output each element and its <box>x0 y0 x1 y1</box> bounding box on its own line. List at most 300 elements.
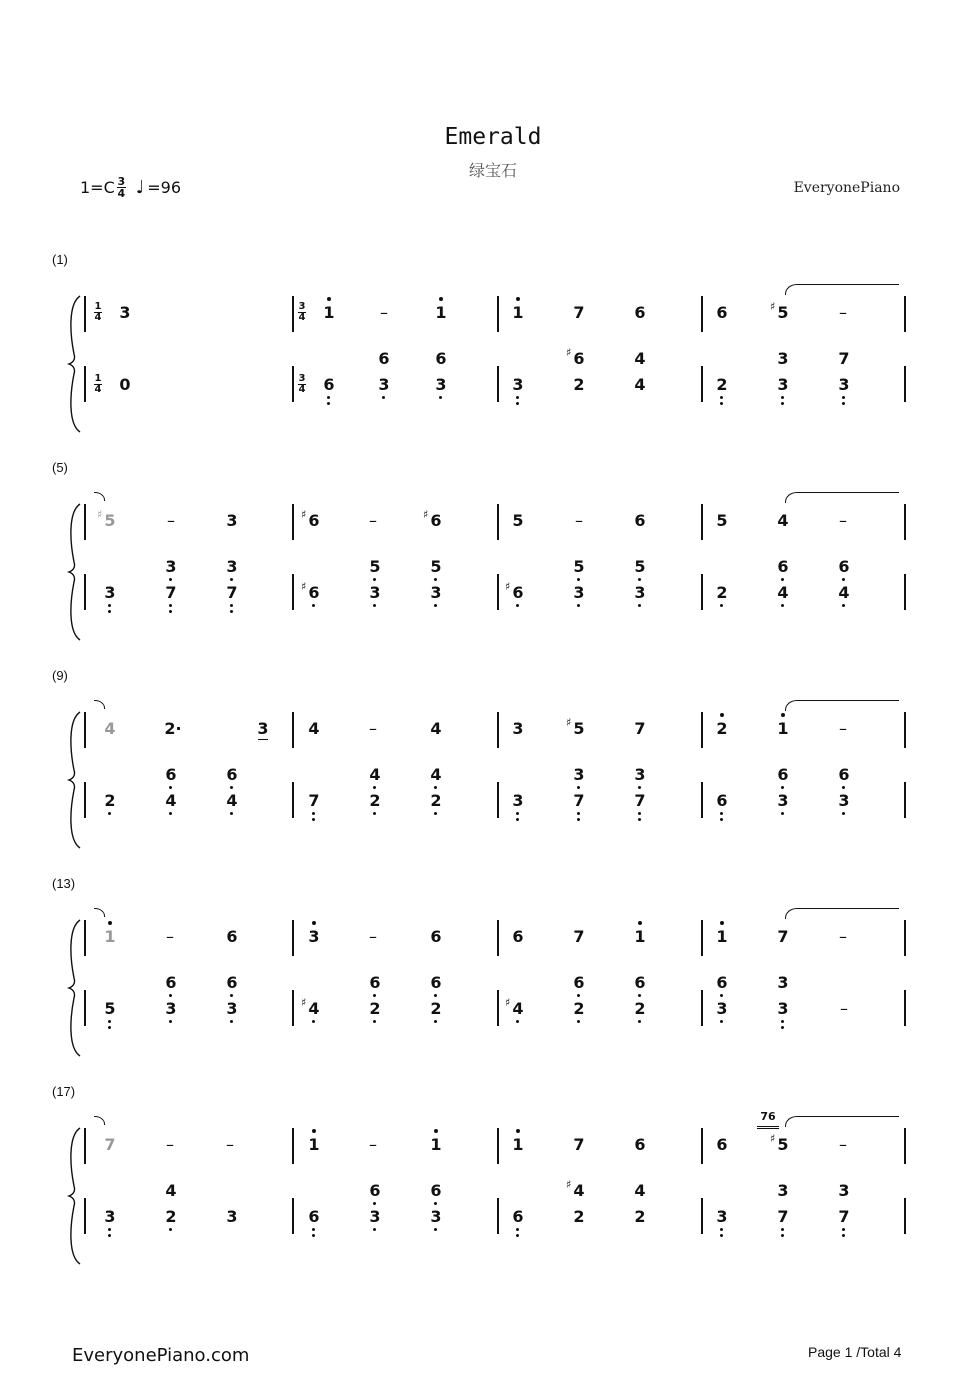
octave-down-dot <box>434 578 437 581</box>
rh-note: 6 ♯ <box>301 508 320 530</box>
tie <box>785 700 899 711</box>
brace-icon <box>66 918 84 1058</box>
barline <box>701 1198 703 1234</box>
lh-note: 2 <box>573 375 585 394</box>
lh-note: 2 <box>99 792 121 810</box>
octave-down-dot <box>373 1228 376 1231</box>
rh-note: 4 <box>308 719 320 738</box>
tie-end <box>94 908 105 917</box>
barline <box>701 574 703 610</box>
barline <box>84 574 86 610</box>
lh-note: 4 <box>833 584 855 602</box>
barline <box>701 366 703 402</box>
tempo-value: =96 <box>147 178 182 197</box>
rh-note: 6 <box>716 1135 728 1154</box>
lh-note: 2 <box>425 792 447 810</box>
lh-note: 3 <box>373 376 395 394</box>
octave-down-dot <box>169 812 172 815</box>
octave-down-dot <box>230 578 233 581</box>
lh-note: 3 <box>160 558 182 576</box>
lh-note: 4 <box>634 375 646 394</box>
octave-down-dot <box>781 604 784 607</box>
octave-up-dot <box>327 297 331 301</box>
rh-note: 7 <box>573 303 585 322</box>
lh-note: 3 <box>507 376 529 394</box>
octave-down-dot <box>373 1020 376 1023</box>
rh-note: 5 <box>512 511 524 530</box>
octave-down-dot <box>577 578 580 581</box>
barline <box>84 1128 86 1164</box>
lh-note: 3 <box>777 1181 789 1200</box>
barline <box>292 1128 294 1164</box>
barline <box>292 296 294 332</box>
lh-note: 6 <box>221 974 243 992</box>
octave-down-dot <box>373 1202 376 1205</box>
brace-icon <box>66 710 84 850</box>
lh-note: 4 <box>634 349 646 368</box>
octave-down-dot <box>108 610 111 613</box>
rh-note: 1 <box>318 304 340 322</box>
octave-down-dot <box>169 1228 172 1231</box>
rh-note: 5 ♯ <box>566 716 585 738</box>
octave-down-dot <box>434 1020 437 1023</box>
octave-down-dot <box>327 402 330 405</box>
octave-down-dot <box>842 1234 845 1237</box>
barline <box>84 366 86 402</box>
octave-down-dot <box>638 786 641 789</box>
octave-down-dot <box>720 812 723 815</box>
lh-note: 2 <box>573 1207 585 1226</box>
lh-note: 3 <box>711 1000 733 1018</box>
octave-up-dot <box>720 713 724 717</box>
lh-note: 3 <box>99 1208 121 1226</box>
sustain-dash: – <box>166 1135 174 1154</box>
octave-down-dot <box>577 812 580 815</box>
sustain-dash: – <box>839 719 847 738</box>
sustain-dash: – <box>840 999 848 1018</box>
sustain-dash: – <box>839 927 847 946</box>
octave-down-dot <box>842 396 845 399</box>
octave-down-dot <box>312 1020 315 1023</box>
rh-note: 1 <box>303 1136 325 1154</box>
time-signature: 1 4 <box>94 301 102 323</box>
rh-note: 6 <box>634 1135 646 1154</box>
octave-up-dot <box>638 921 642 925</box>
rh-note: 6 <box>634 511 646 530</box>
lh-note: 6 <box>221 766 243 784</box>
lh-note: 3 <box>568 766 590 784</box>
barline <box>497 366 499 402</box>
rh-note: 1 <box>629 928 651 946</box>
rh-note: 4 <box>777 511 789 530</box>
sustain-dash: – <box>839 1135 847 1154</box>
lh-note: 4 <box>772 584 794 602</box>
barline <box>84 296 86 332</box>
sharp-icon: ♯ <box>566 716 572 729</box>
octave-up-dot <box>108 921 112 925</box>
barline <box>292 1198 294 1234</box>
octave-up-dot <box>781 713 785 717</box>
lh-note: 3 <box>833 792 855 810</box>
sharp-icon: ♯ <box>505 996 511 1009</box>
time-signature: 3 4 <box>298 301 306 323</box>
barline <box>292 574 294 610</box>
octave-down-dot <box>638 818 641 821</box>
lh-note: 4 <box>364 766 386 784</box>
octave-up-dot <box>516 297 520 301</box>
octave-down-dot <box>327 396 330 399</box>
octave-down-dot <box>781 396 784 399</box>
lh-note: 6 ♯ <box>303 584 325 602</box>
lh-note: 6 <box>160 974 182 992</box>
octave-down-dot <box>638 994 641 997</box>
rh-note: 1 <box>711 928 733 946</box>
time-signature: 1 4 <box>94 373 102 395</box>
tie <box>785 284 899 295</box>
octave-down-dot <box>781 1026 784 1029</box>
barline <box>904 574 906 610</box>
octave-down-dot <box>720 402 723 405</box>
octave-up-dot <box>720 921 724 925</box>
rh-note: 6 <box>634 303 646 322</box>
rh-note: 1 <box>507 1136 529 1154</box>
lh-note: 3 <box>777 973 789 992</box>
lh-note: 6 <box>568 974 590 992</box>
sustain-dash: – <box>369 511 377 530</box>
lh-note: 4 <box>221 792 243 810</box>
lh-note: 5 <box>568 558 590 576</box>
measure-number: (13) <box>52 876 76 891</box>
rh-note: 3 <box>119 303 131 322</box>
sharp-icon: ♯ <box>423 508 429 521</box>
octave-down-dot <box>781 1234 784 1237</box>
measure-number: (9) <box>52 668 68 683</box>
score-subtitle: 绿宝石 <box>468 161 517 180</box>
barline <box>84 1198 86 1234</box>
lh-note: 6 <box>772 766 794 784</box>
rh-note: 6 ♯ <box>423 508 442 530</box>
octave-up-dot <box>312 1129 316 1133</box>
barline <box>701 990 703 1026</box>
barline <box>701 920 703 956</box>
barline <box>84 712 86 748</box>
rh-note: 7 <box>777 927 789 946</box>
octave-down-dot <box>577 604 580 607</box>
lh-note: 3 <box>838 1181 850 1200</box>
barline <box>292 504 294 540</box>
octave-down-dot <box>842 604 845 607</box>
rh-note: 6 <box>226 927 238 946</box>
sustain-dash: – <box>369 1135 377 1154</box>
octave-down-dot <box>373 812 376 815</box>
lh-note: 4 <box>165 1181 177 1200</box>
lh-note: 3 <box>430 376 452 394</box>
octave-down-dot <box>230 604 233 607</box>
barline <box>497 504 499 540</box>
barline <box>84 782 86 818</box>
lh-note: 3 <box>425 1208 447 1226</box>
rh-note: 3 <box>512 719 524 738</box>
lh-note: 3 <box>629 766 651 784</box>
barline <box>84 504 86 540</box>
measure-number: (5) <box>52 460 68 475</box>
lh-note: 7 <box>303 792 325 810</box>
lh-note: 3 <box>833 376 855 394</box>
octave-up-dot <box>516 1129 520 1133</box>
barline <box>292 366 294 402</box>
lh-note: 3 <box>425 584 447 602</box>
octave-down-dot <box>516 396 519 399</box>
sustain-dash: – <box>167 511 175 530</box>
barline <box>497 782 499 818</box>
octave-down-dot <box>373 578 376 581</box>
lh-note: 6 <box>772 558 794 576</box>
barline <box>84 920 86 956</box>
lh-note: 0 <box>119 375 131 394</box>
sharp-icon: ♯ <box>505 580 511 593</box>
rh-note: 2 <box>711 720 733 738</box>
octave-down-dot <box>373 994 376 997</box>
octave-down-dot <box>434 604 437 607</box>
barline <box>701 782 703 818</box>
sustain-dash: – <box>166 927 174 946</box>
barline <box>497 1198 499 1234</box>
lh-note: 7 <box>772 1208 794 1226</box>
rh-note: 6 <box>512 927 524 946</box>
lh-note: 3 <box>99 584 121 602</box>
octave-down-dot <box>169 604 172 607</box>
lh-note: 6 <box>435 349 447 368</box>
barline <box>292 712 294 748</box>
lh-note: 6 <box>303 1208 325 1226</box>
rh-note: 5 ♯ <box>770 1132 789 1154</box>
rh-note: 7 <box>573 927 585 946</box>
barline <box>904 1128 906 1164</box>
octave-down-dot <box>842 402 845 405</box>
lh-note: 3 <box>226 1207 238 1226</box>
lh-note: 6 <box>425 974 447 992</box>
rh-note: 4 <box>104 719 116 738</box>
octave-down-dot <box>230 812 233 815</box>
lh-note: 7 <box>160 584 182 602</box>
score-title: Emerald <box>444 124 542 150</box>
rh-note: 3 <box>226 511 238 530</box>
octave-down-dot <box>638 812 641 815</box>
octave-down-dot <box>577 994 580 997</box>
brand-label: EveryonePiano <box>793 180 900 196</box>
brace-icon <box>66 294 84 434</box>
octave-down-dot <box>577 786 580 789</box>
barline <box>497 574 499 610</box>
lh-note: 3 <box>711 1208 733 1226</box>
rh-note: 1 <box>507 304 529 322</box>
lh-note: 2 <box>364 792 386 810</box>
barline <box>497 712 499 748</box>
time-signature: $\frac{3}{4}$ <box>117 175 126 200</box>
sharp-icon: ♯ <box>301 580 307 593</box>
lh-note: 3 <box>364 584 386 602</box>
octave-down-dot <box>781 578 784 581</box>
lh-note: 4 ♯ <box>507 1000 529 1018</box>
rh-note: 6 <box>430 927 442 946</box>
sustain-dash: – <box>369 719 377 738</box>
octave-down-dot <box>638 578 641 581</box>
octave-down-dot <box>516 818 519 821</box>
lh-note: 6 <box>833 766 855 784</box>
sharp-icon: ♯ <box>566 346 572 359</box>
rh-note: 7 <box>104 1135 116 1154</box>
barline <box>904 920 906 956</box>
octave-down-dot <box>169 610 172 613</box>
rh-note: 6 <box>716 303 728 322</box>
lh-note: 3 <box>629 584 651 602</box>
lh-note: 6 <box>318 376 340 394</box>
rh-note: 1 <box>430 304 452 322</box>
lh-note: 6 <box>711 792 733 810</box>
measure-number: (1) <box>52 252 68 267</box>
tie <box>785 492 899 503</box>
octave-down-dot <box>720 396 723 399</box>
rh-note: 5 <box>716 511 728 530</box>
octave-down-dot <box>108 1026 111 1029</box>
barline <box>292 920 294 956</box>
rh-note: 1 <box>425 1136 447 1154</box>
lh-note: 2 <box>634 1207 646 1226</box>
octave-down-dot <box>312 812 315 815</box>
octave-down-dot <box>720 818 723 821</box>
octave-down-dot <box>842 578 845 581</box>
octave-down-dot <box>434 994 437 997</box>
octave-down-dot <box>516 1020 519 1023</box>
lh-note: 2 <box>425 1000 447 1018</box>
brace-icon <box>66 502 84 642</box>
lh-note: 5 <box>629 558 651 576</box>
octave-down-dot <box>230 786 233 789</box>
octave-down-dot <box>781 1228 784 1231</box>
rh-note: 7 <box>573 1135 585 1154</box>
octave-down-dot <box>781 786 784 789</box>
sustain-dash: – <box>226 1135 234 1154</box>
rh-note: 3 <box>257 719 269 738</box>
octave-down-dot <box>434 786 437 789</box>
barline <box>904 1198 906 1234</box>
octave-down-dot <box>108 1020 111 1023</box>
octave-down-dot <box>312 1234 315 1237</box>
footer-site[interactable]: EveryonePiano.com <box>72 1345 250 1366</box>
octave-down-dot <box>516 1234 519 1237</box>
lh-note: 3 <box>507 792 529 810</box>
octave-down-dot <box>169 994 172 997</box>
octave-down-dot <box>439 396 442 399</box>
key-signature: 1=C <box>80 178 115 197</box>
lh-note: 3 <box>777 349 789 368</box>
lh-note: 3 <box>772 1000 794 1018</box>
octave-up-dot <box>312 921 316 925</box>
octave-down-dot <box>781 402 784 405</box>
lh-note: 6 <box>507 1208 529 1226</box>
octave-down-dot <box>312 1228 315 1231</box>
lh-note: 5 <box>99 1000 121 1018</box>
barline <box>701 504 703 540</box>
sustain-dash: – <box>839 511 847 530</box>
octave-down-dot <box>516 604 519 607</box>
barline <box>292 782 294 818</box>
sustain-dash: – <box>380 303 388 322</box>
octave-down-dot <box>312 818 315 821</box>
octave-down-dot <box>169 578 172 581</box>
lh-note: 2 <box>711 584 733 602</box>
quarter-note-icon: ♩ <box>135 177 145 198</box>
barline <box>904 712 906 748</box>
tie-end <box>94 700 105 709</box>
tie <box>785 1116 899 1127</box>
tie <box>785 908 899 919</box>
octave-down-dot <box>169 1020 172 1023</box>
lh-note: 3 <box>772 792 794 810</box>
rh-note: 5 ♯ <box>770 300 789 322</box>
lh-note: 2 <box>629 1000 651 1018</box>
octave-down-dot <box>516 1228 519 1231</box>
octave-down-dot <box>720 1020 723 1023</box>
octave-down-dot <box>434 812 437 815</box>
lh-note: 6 <box>364 1182 386 1200</box>
barline <box>904 782 906 818</box>
lh-note: 2 <box>160 1208 182 1226</box>
lh-note: 3 <box>772 376 794 394</box>
tie-end <box>94 492 105 501</box>
barline <box>497 920 499 956</box>
footer-page: Page 1 /Total 4 <box>808 1344 902 1360</box>
lh-note: 3 <box>568 584 590 602</box>
octave-down-dot <box>638 1020 641 1023</box>
lh-note: 6 <box>160 766 182 784</box>
lh-note: 6 ♯ <box>507 584 529 602</box>
octave-up-dot <box>439 297 443 301</box>
sharp-icon: ♯ <box>770 300 776 313</box>
octave-down-dot <box>577 818 580 821</box>
lh-note: 6 <box>364 974 386 992</box>
lh-note: 3 <box>221 558 243 576</box>
octave-down-dot <box>842 786 845 789</box>
octave-down-dot <box>382 396 385 399</box>
octave-down-dot <box>516 402 519 405</box>
rh-note: 1 <box>99 928 121 946</box>
lh-note: 7 <box>221 584 243 602</box>
barline <box>497 296 499 332</box>
octave-down-dot <box>516 812 519 815</box>
key-tempo <box>80 176 181 199</box>
octave-down-dot <box>108 1228 111 1231</box>
barline <box>904 990 906 1026</box>
tie-end <box>94 1116 105 1125</box>
sustain-dash: – <box>575 511 583 530</box>
lh-note: 6 <box>629 974 651 992</box>
lh-note: 2 <box>364 1000 386 1018</box>
lh-note: 5 <box>425 558 447 576</box>
octave-down-dot <box>720 604 723 607</box>
barline <box>701 296 703 332</box>
lh-note: 2 <box>568 1000 590 1018</box>
octave-down-dot <box>108 1234 111 1237</box>
rh-note: 4 <box>430 719 442 738</box>
octave-down-dot <box>230 994 233 997</box>
lh-note: 5 <box>364 558 386 576</box>
lh-note: 6 ♯ <box>566 346 585 368</box>
octave-down-dot <box>577 1020 580 1023</box>
sharp-icon: ♯ <box>301 996 307 1009</box>
octave-down-dot <box>108 812 111 815</box>
sharp-icon: ♯ <box>301 508 307 521</box>
